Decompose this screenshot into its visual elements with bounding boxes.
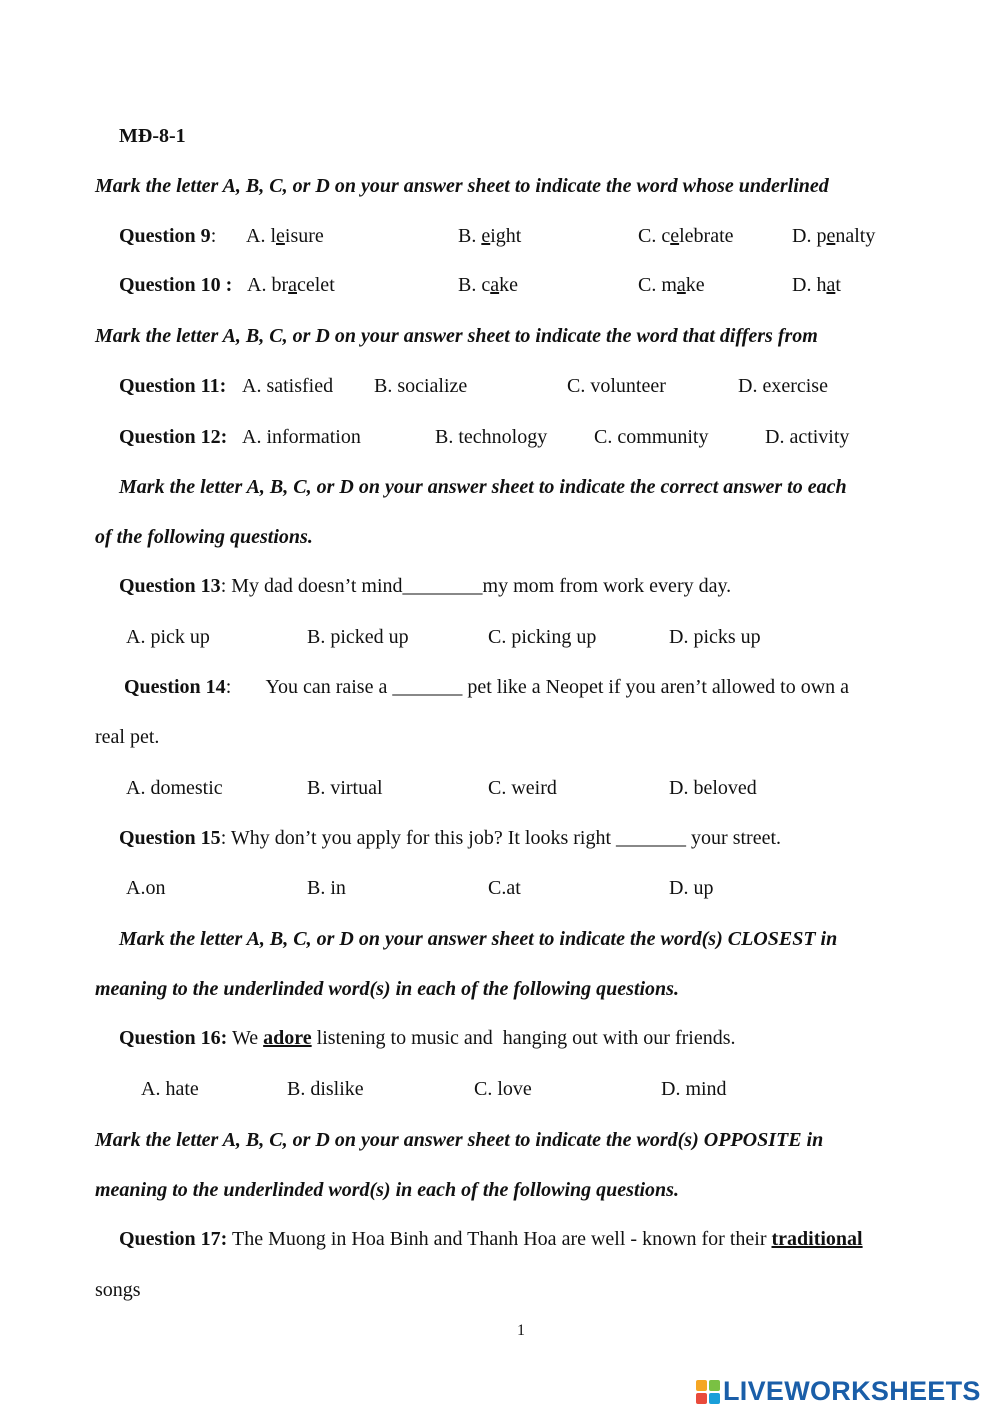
instruction-opposite-line2: meaning to the underlinded word(s) in each of the following questions. xyxy=(95,1179,679,1201)
question-11-label: Question 11: xyxy=(119,375,227,397)
liveworksheets-logo-icon xyxy=(696,1380,720,1404)
question-text: : My dad doesn’t mind________my mom from work every day. xyxy=(220,575,732,597)
q14-option-c[interactable]: C. weird xyxy=(488,777,557,799)
instruction-correct-line2: of the following questions. xyxy=(95,526,313,548)
q9-option-d[interactable]: D. penalty xyxy=(792,225,876,247)
q15-option-a[interactable]: A.on xyxy=(126,877,166,899)
instruction-stress: Mark the letter A, B, C, or D on your answer sheet to indicate the word that differs from xyxy=(95,325,818,347)
q11-option-d[interactable]: D. exercise xyxy=(738,375,828,397)
q10-option-d[interactable]: D. hat xyxy=(792,274,841,296)
underlined-word: adore xyxy=(263,1027,312,1049)
q10-option-a[interactable]: A. bracelet xyxy=(247,274,335,296)
q9-option-c[interactable]: C. celebrate xyxy=(638,225,734,247)
q12-option-a[interactable]: A. information xyxy=(242,426,361,448)
question-label: Question 16: xyxy=(119,1027,228,1049)
question-16: Question 16: We adore listening to music and hanging out with our friends. xyxy=(119,1027,736,1049)
q15-option-d[interactable]: D. up xyxy=(669,877,714,899)
q13-option-c[interactable]: C. picking up xyxy=(488,626,597,648)
question-label: Question 9 xyxy=(119,225,211,247)
q11-option-c[interactable]: C. volunteer xyxy=(567,375,666,397)
q15-option-b[interactable]: B. in xyxy=(307,877,346,899)
q9-option-a[interactable]: A. leisure xyxy=(246,225,324,247)
question-15 xyxy=(119,826,781,850)
q14-option-a[interactable]: A. domestic xyxy=(126,777,223,799)
question-9: Question 9: xyxy=(119,225,217,247)
q16-option-c[interactable]: C. love xyxy=(474,1078,532,1100)
q16-option-d[interactable]: D. mind xyxy=(661,1078,727,1100)
q11-option-b[interactable]: B. socialize xyxy=(374,375,468,397)
q12-option-b[interactable]: B. technology xyxy=(435,426,548,448)
question-17: Question 17: The Muong in Hoa Binh and Thanh Hoa are well - known for their traditional xyxy=(119,1228,863,1250)
q16-option-b[interactable]: B. dislike xyxy=(287,1078,364,1100)
instruction-closest-line2: meaning to the underlinded word(s) in each of the following questions. xyxy=(95,978,679,1000)
document-code: MĐ-8-1 xyxy=(119,125,186,147)
question-14-text-cont: real pet. xyxy=(95,726,160,748)
question-label: Question 13 xyxy=(119,575,221,597)
q16-option-a[interactable]: A. hate xyxy=(141,1078,199,1100)
q13-option-a[interactable]: A. pick up xyxy=(126,626,210,648)
q11-option-a[interactable]: A. satisfied xyxy=(242,375,334,397)
instruction-closest-line1: Mark the letter A, B, C, or D on your answer sheet to indicate the word(s) CLOSEST in xyxy=(119,928,838,950)
q13-option-d[interactable]: D. picks up xyxy=(669,626,761,648)
underlined-word: traditional xyxy=(771,1228,863,1250)
question-17-text-cont: songs xyxy=(95,1279,141,1301)
question-10-label: Question 10 : xyxy=(119,274,233,296)
q14-option-d[interactable]: D. beloved xyxy=(669,777,757,799)
liveworksheets-logo xyxy=(696,1376,981,1407)
instruction-correct-line1: Mark the letter A, B, C, or D on your answer sheet to indicate the correct answer to each xyxy=(119,476,847,498)
q13-option-b[interactable]: B. picked up xyxy=(307,626,409,648)
q14-option-b[interactable]: B. virtual xyxy=(307,777,383,799)
question-label: Question 15 xyxy=(119,827,221,849)
instruction-opposite-line1: Mark the letter A, B, C, or D on your answer sheet to indicate the word(s) OPPOSITE in xyxy=(95,1129,824,1151)
q10-option-b[interactable]: B. cake xyxy=(458,274,518,296)
brand-text: LIVEWORKSHEETS xyxy=(723,1376,981,1406)
question-13 xyxy=(119,574,731,598)
question-14 xyxy=(124,675,849,699)
instruction-pronunciation: Mark the letter A, B, C, or D on your answer sheet to indicate the word whose underlined xyxy=(95,175,829,197)
q10-option-c[interactable]: C. make xyxy=(638,274,705,296)
question-text: : Why don’t you apply for this job? It looks right _______ your street. xyxy=(220,827,781,849)
q15-option-c[interactable]: C.at xyxy=(488,877,521,899)
q12-option-c[interactable]: C. community xyxy=(594,426,709,448)
q12-option-d[interactable]: D. activity xyxy=(765,426,850,448)
page-number: 1 xyxy=(517,1322,525,1339)
question-12-label: Question 12: xyxy=(119,426,228,448)
question-label: Question 17: xyxy=(119,1228,228,1250)
question-label: Question 14 xyxy=(124,676,226,698)
question-text: : You can raise a _______ pet like a Neopet if you aren’t allowed to own a xyxy=(225,676,850,698)
q9-option-b[interactable]: B. eight xyxy=(458,225,522,247)
